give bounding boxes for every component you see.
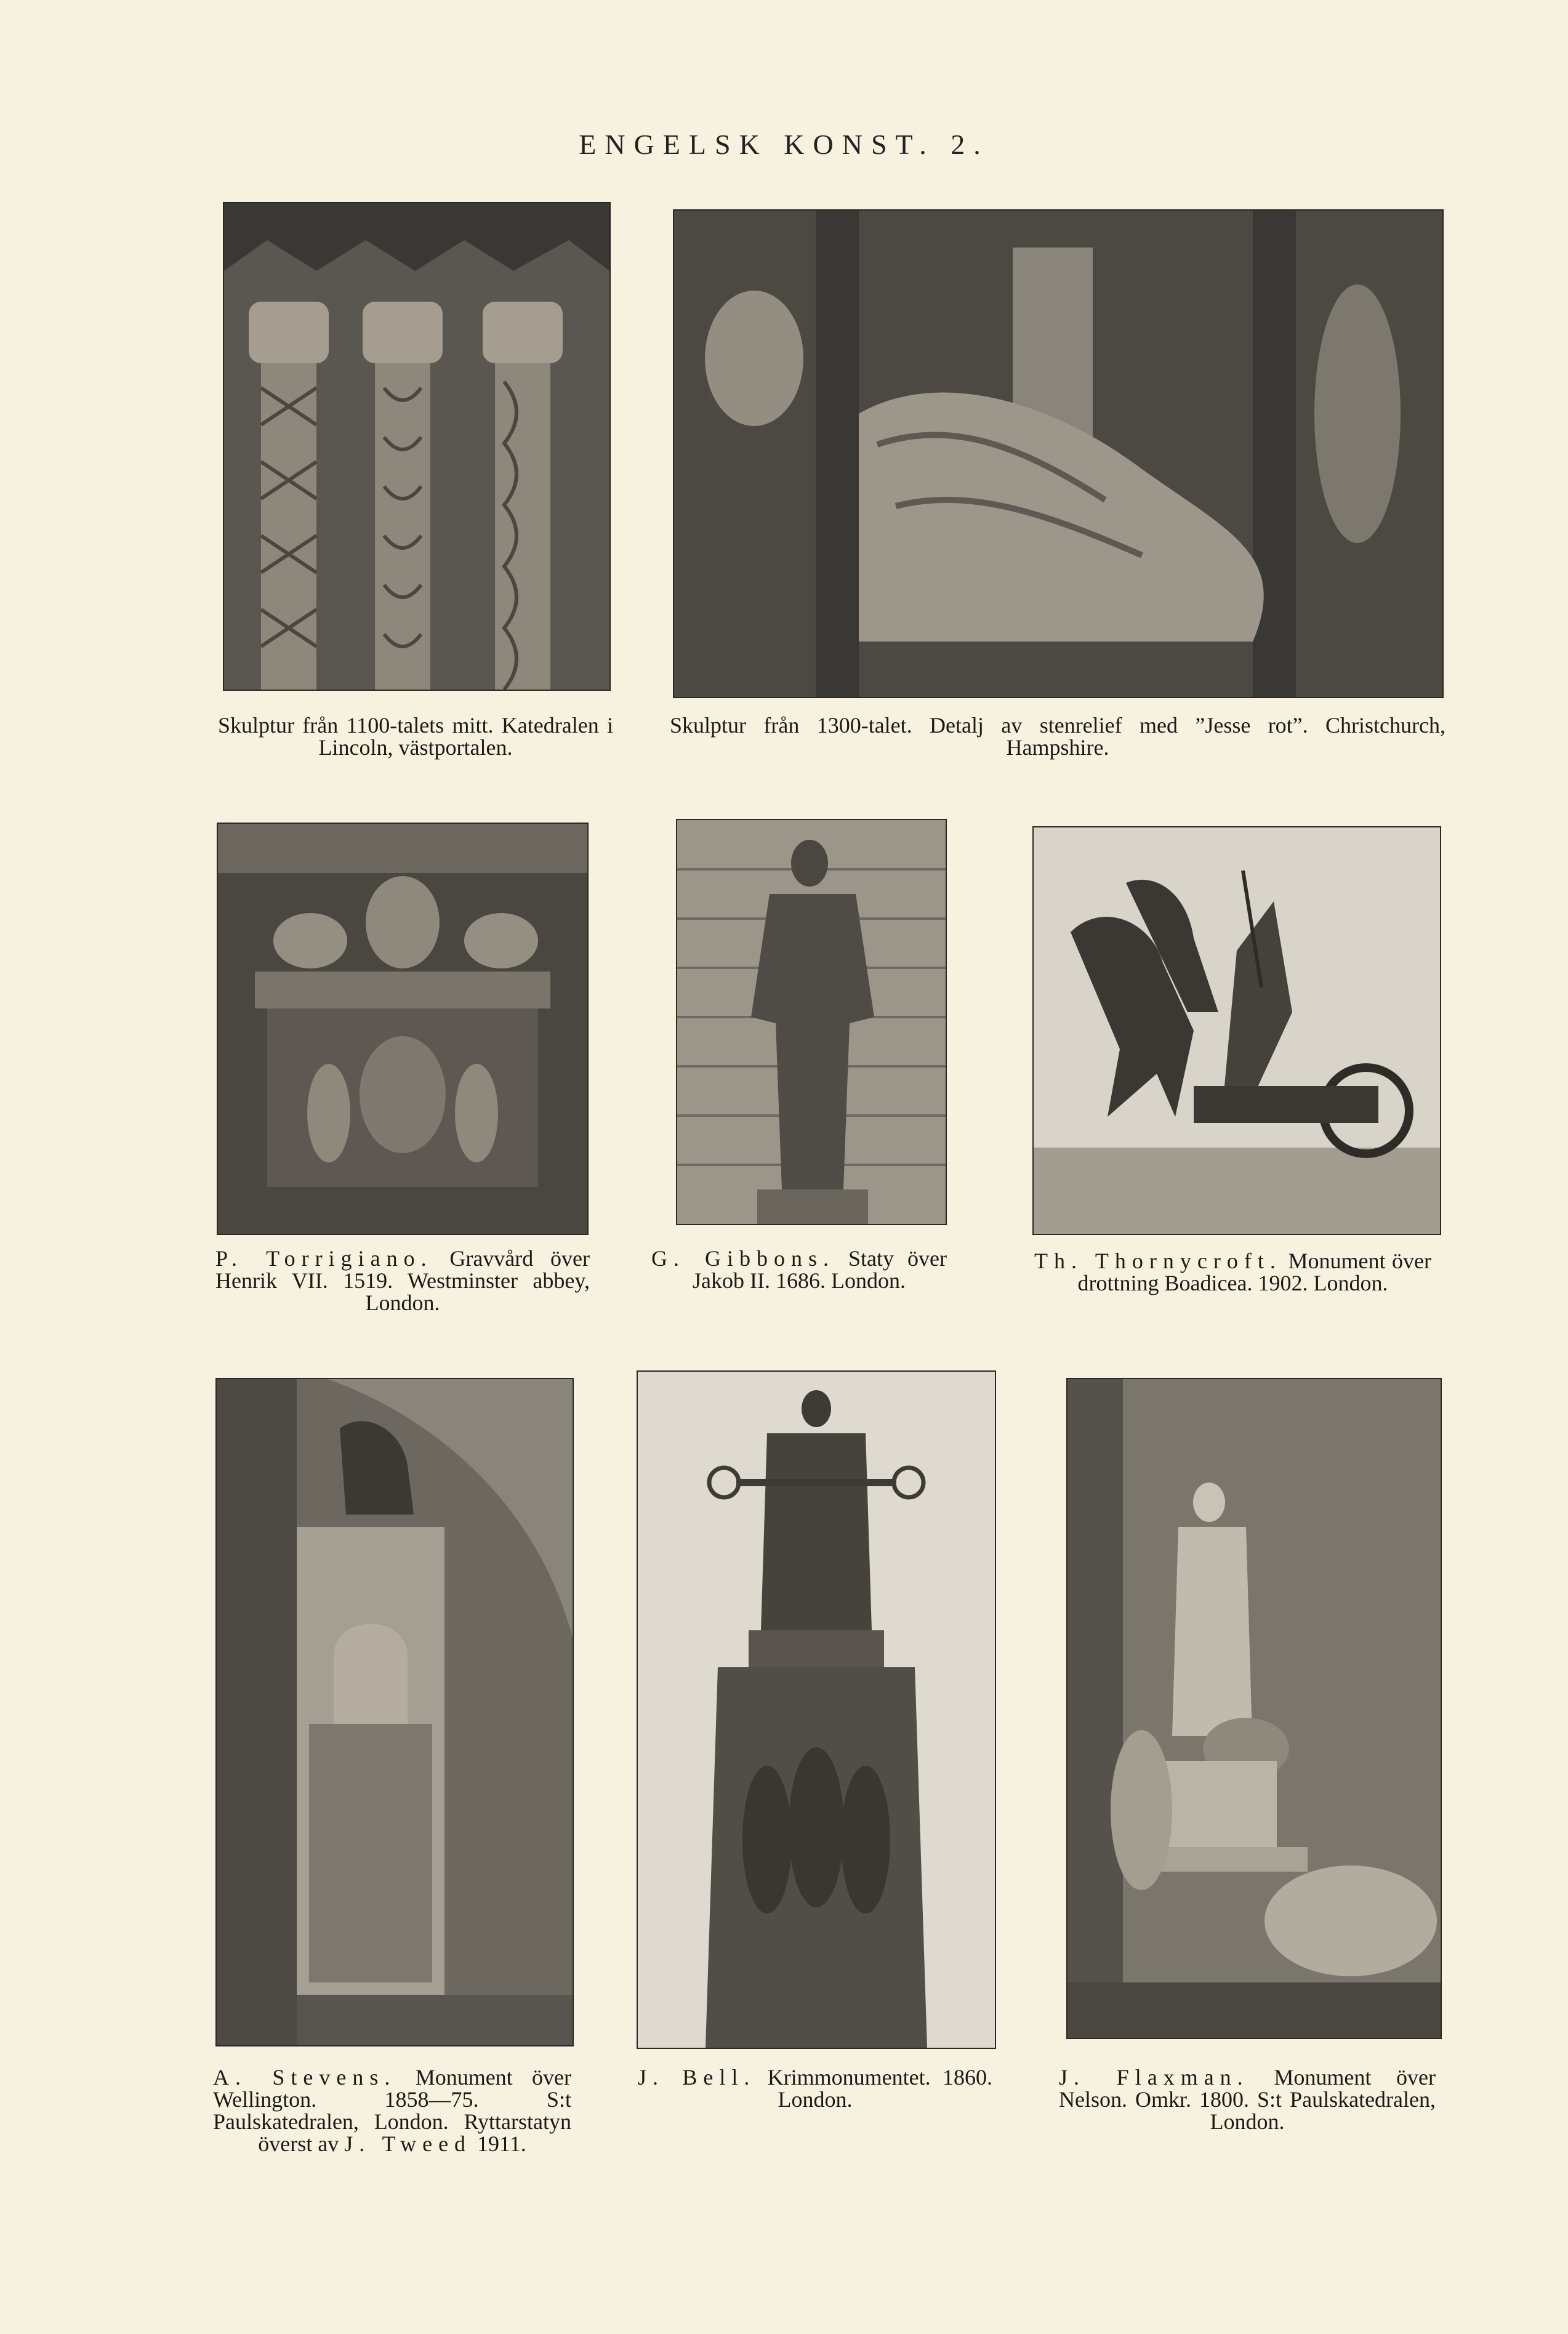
artist-name-2: J. Tweed <box>344 2131 472 2156</box>
caption-stevens <box>213 2066 571 2155</box>
photo-flaxman-nelson <box>1066 1378 1442 2039</box>
artist-name: J. Flaxman. <box>1059 2065 1249 2090</box>
artist-name: P. Torrigiano. <box>215 1246 433 1271</box>
caption-lincoln <box>218 714 613 759</box>
caption-text: Monument över Nelson. Omkr. 1800. S:t Paulskatedralen, London. <box>1059 2065 1436 2134</box>
photo-stevens-wellington <box>215 1378 574 2046</box>
artist-name: G. Gibbons. <box>651 1246 835 1271</box>
caption-gibbons <box>651 1247 947 1292</box>
photo-gibbons-statue <box>676 819 947 1225</box>
photo-thornycroft-boadicea <box>1032 826 1441 1235</box>
caption-text: Gravvård över Henrik VII. 1519. Westminster abbey, London. <box>215 1246 590 1315</box>
caption-text: Skulptur från 1300-talet. Detalj av stenrelief med ”Jesse rot”. Christchurch, Hampshire. <box>670 713 1445 760</box>
page-title: ENGELSK KONST. 2. <box>579 129 989 160</box>
photo-torrigiano-tomb <box>217 823 589 1235</box>
artist-name: Th. Thornycroft. <box>1034 1249 1282 1273</box>
caption-bell <box>638 2066 992 2111</box>
artist-name: J. Bell. <box>638 2065 756 2090</box>
caption-text: Monument över drottning Boadicea. 1902. London. <box>1077 1249 1431 1295</box>
caption-jesse <box>670 714 1445 759</box>
photo-bell-crimea <box>637 1370 996 2049</box>
caption-text: Skulptur från 1100-talets mitt. Katedralen i Lincoln, västportalen. <box>218 713 613 760</box>
caption-text: Staty över Jakob II. 1686. London. <box>693 1246 947 1293</box>
photo-lincoln-portal-columns <box>223 202 611 691</box>
caption-thornycroft <box>1034 1250 1431 1294</box>
caption-flaxman <box>1059 2066 1436 2133</box>
photo-jesse-relief <box>673 209 1444 698</box>
caption-text-2: 1911. <box>477 2131 526 2156</box>
caption-text: Monument över Wellington. 1858—75. S:t Paulskatedralen, London. Ryttarstatyn överst av <box>213 2065 571 2156</box>
caption-torrigiano <box>215 1247 590 1314</box>
artist-name: A. Stevens. <box>213 2065 396 2090</box>
caption-text: Krimmonumentet. 1860. London. <box>767 2065 992 2112</box>
